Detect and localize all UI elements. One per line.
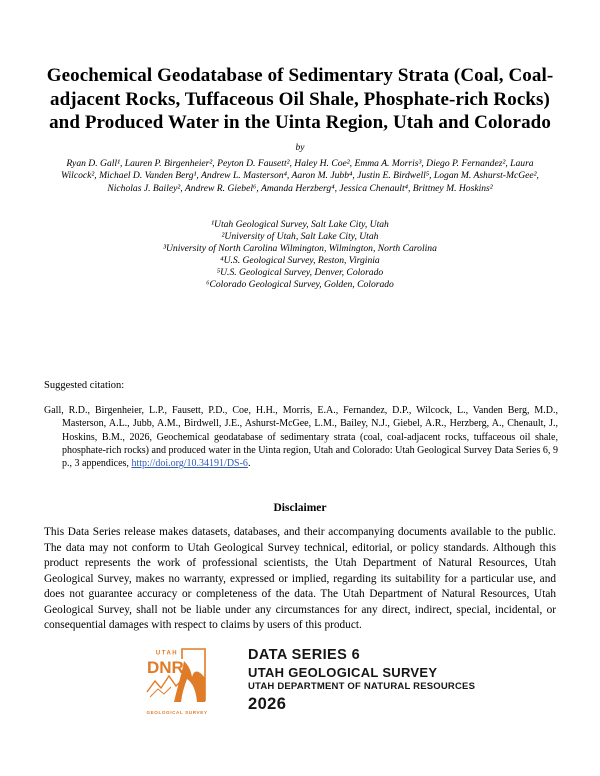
affiliation-line: ³University of North Carolina Wilmington, Wilmington, North Carolina: [163, 243, 437, 254]
byline: by: [295, 143, 305, 153]
title-line: adjacent Rocks, Tuffaceous Oil Shale, Phosphate-rich Rocks): [50, 88, 550, 110]
publication-info: [248, 647, 475, 714]
department-name: UTAH DEPARTMENT OF NATURAL RESOURCES: [248, 681, 476, 692]
suggested-citation: [44, 404, 558, 470]
title-line: and Produced Water in the Uinta Region, Utah and Colorado: [49, 112, 551, 133]
page-title: [28, 64, 572, 135]
disclaimer-body: This Data Series release makes datasets, databases, and their accompanying documents available to the public. The data may not conform to Utah Geological Survey technical, editorial, or policy standards. Although this product represents the work of professional scientists, the Utah Department of Natural Resources, Utah Geological Survey, makes no warranty, expressed or implied, regarding its suitability for a particular use, and does not guarantee accuracy or completeness of the data. The Utah Department of Natural Resources, Utah Geological Survey, shall not be liable under any circumstances for any direct, indirect, special, incidental, or consequential damages with respect to claims by users of this product.: [44, 526, 556, 631]
doi-link[interactable]: http://doi.org/10.34191/DS-6: [131, 458, 248, 470]
logo-dnr-acronym: DNR: [147, 658, 184, 677]
author-line: Nicholas J. Bailey², Andrew R. Giebel⁶, Amanda Herzberg⁴, Jessica Chenault⁴, Brittney M. Hoskins²: [107, 182, 493, 194]
dnr-logo-graphic: [146, 645, 210, 719]
author-list: [18, 158, 582, 195]
affiliation-list: [0, 219, 600, 291]
disclaimer-heading: Disclaimer: [273, 502, 327, 514]
citation-text: Gall, R.D., Birgenheier, L.P., Fausett, P.D., Coe, H.H., Morris, E.A., Fernandez, D.P., Wilcock, L., Vanden Berg, M.D., Masterson, A.L., Jubb, A.M., Birdwell, J.E., Ashurst-McGee, L.M., Bailey, N.J., Giebel, A.R., Herzberg, A., Chenault, J., Hoskins, B.M., 2026, Geochemical geodatabase of sedimentary strata (coal, coal-adjacent rocks, tuffaceous oil shale, phosphate-rich rocks) and produced water in the Uinta region, Utah and Colorado: Utah Geological Survey Data Series 6, 9 p., 3 appendices,: [44, 405, 558, 470]
series-number: DATA SERIES 6: [248, 647, 361, 663]
affiliation-line: ⁵U.S. Geological Survey, Denver, Colorado: [216, 267, 384, 278]
author-line: Wilcock², Michael D. Vanden Berg¹, Andrew L. Masterson⁴, Aaron M. Jubb⁴, Justin E. Birdwell⁵, Logan M. Ashurst-McGee²,: [61, 170, 539, 182]
suggested-citation-label: Suggested citation:: [44, 380, 125, 391]
author-line: Ryan D. Gall¹, Lauren P. Birgenheier², Peyton D. Fausett², Haley H. Coe², Emma A. Morris³, Diego P. Fernandez², Laura: [66, 158, 534, 169]
affiliation-line: ⁴U.S. Geological Survey, Reston, Virginia: [220, 255, 380, 266]
affiliation-line: ¹Utah Geological Survey, Salt Lake City, Utah: [211, 219, 389, 230]
affiliation-line: ⁶Colorado Geological Survey, Golden, Colorado: [206, 279, 394, 290]
publication-year: 2026: [248, 695, 287, 713]
title-line: Geochemical Geodatabase of Sedimentary Strata (Coal, Coal-: [46, 65, 554, 86]
mountain-ridge: [147, 676, 182, 692]
ugs-dnr-logo: [146, 645, 210, 719]
citation-suffix: .: [247, 458, 251, 470]
agency-name: UTAH GEOLOGICAL SURVEY: [248, 664, 438, 680]
logo-survey-label: GEOLOGICAL SURVEY: [146, 710, 208, 715]
logo-utah-label: UTAH: [155, 650, 179, 657]
affiliation-line: ²University of Utah, Salt Lake City, Utah: [221, 231, 379, 242]
mountain-ridge-2: [150, 687, 171, 697]
